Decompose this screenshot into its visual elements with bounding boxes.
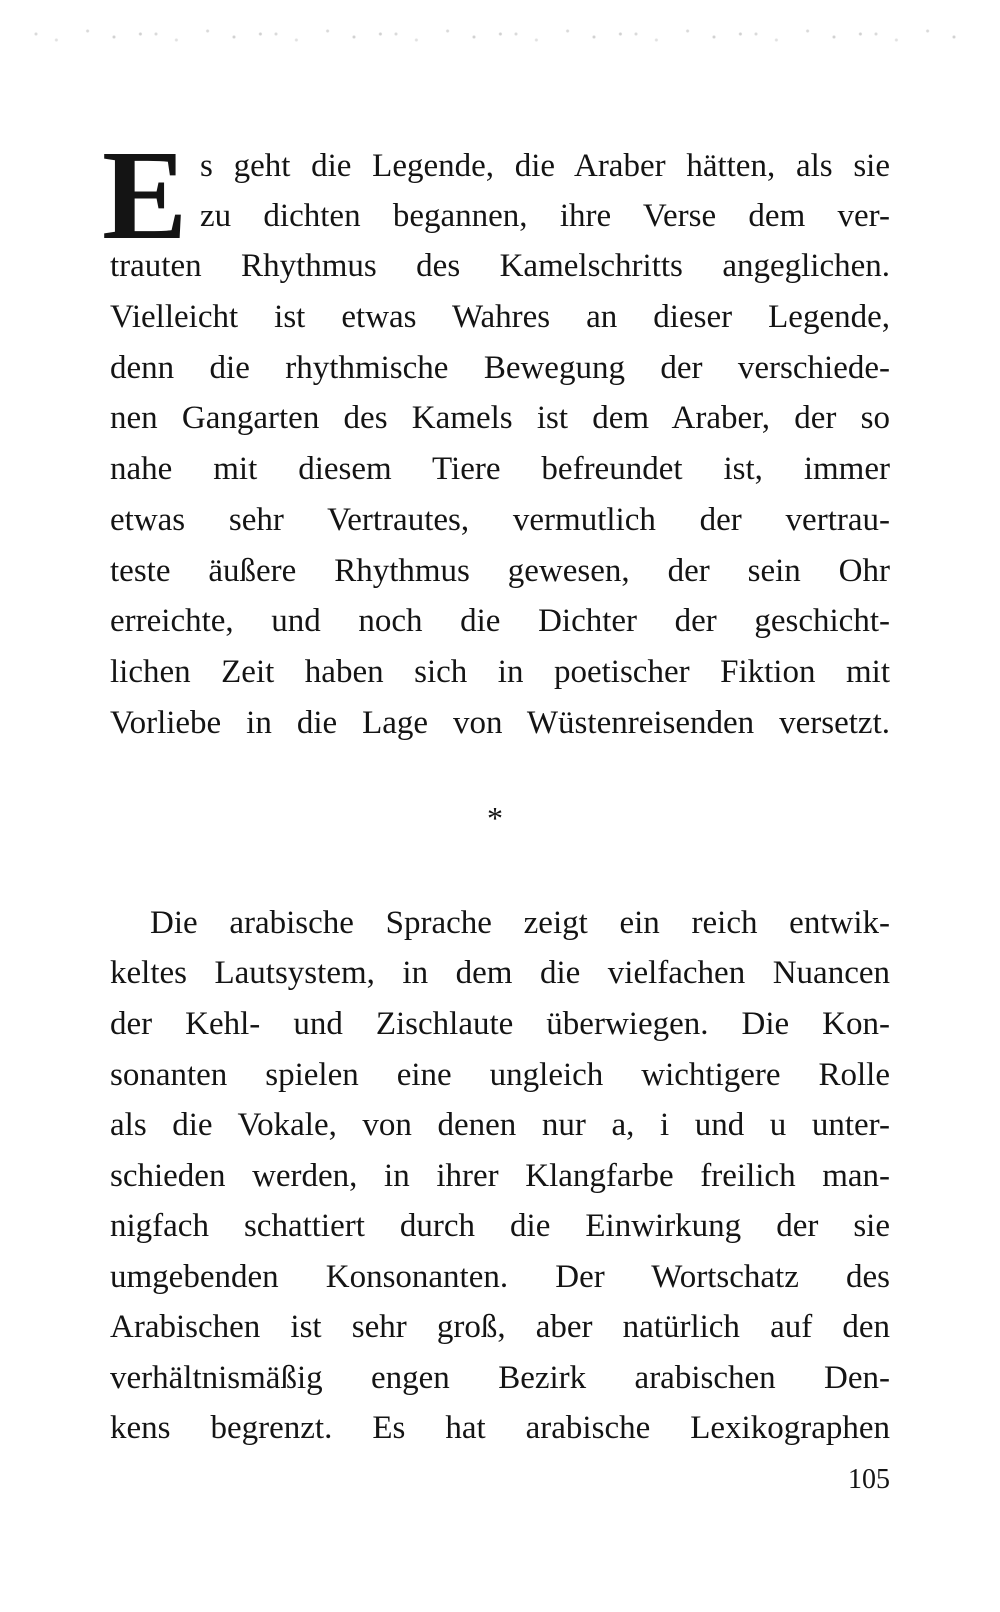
text-line: verhältnismäßig engen Bezirk arabischen Den-: [110, 1360, 890, 1396]
text-line: nen Gangarten des Kamels ist dem Araber, der so: [110, 400, 890, 436]
text-line: s geht die Legende, die Araber hätten, als sie: [200, 148, 890, 184]
text-line: zu dichten begannen, ihre Verse dem ver-: [200, 198, 890, 234]
text-line: Arabischen ist sehr groß, aber natürlich auf den: [110, 1309, 890, 1345]
page-number: 105: [848, 1464, 890, 1495]
text-line: Die arabische Sprache zeigt ein reich entwik-: [150, 905, 890, 941]
drop-cap: E: [102, 140, 188, 250]
text-line: nahe mit diesem Tiere befreundet ist, immer: [110, 451, 890, 487]
text-line: lichen Zeit haben sich in poetischer Fiktion mit: [110, 654, 890, 690]
text-line: etwas sehr Vertrautes, vermutlich der vertrau-: [110, 502, 890, 538]
text-line: als die Vokale, von denen nur a, i und u unter-: [110, 1107, 890, 1143]
text-line: erreichte, und noch die Dichter der geschicht-: [110, 603, 890, 639]
text-line: sonanten spielen eine ungleich wichtigere Rolle: [110, 1057, 890, 1093]
text-line: keltes Lautsystem, in dem die vielfachen Nuancen: [110, 955, 890, 991]
text-line: denn die rhythmische Bewegung der verschiede-: [110, 350, 890, 386]
section-separator: *: [487, 800, 503, 836]
scan-noise: [30, 22, 970, 52]
text-line: nigfach schattiert durch die Einwirkung der sie: [110, 1208, 890, 1244]
text-line: teste äußere Rhythmus gewesen, der sein Ohr: [110, 553, 890, 589]
text-line: Vielleicht ist etwas Wahres an dieser Legende,: [110, 299, 890, 335]
text-line: kens begrenzt. Es hat arabische Lexikographen: [110, 1410, 890, 1446]
text-line: trauten Rhythmus des Kamelschritts angeglichen.: [110, 248, 890, 284]
text-line: schieden werden, in ihrer Klangfarbe freilich man-: [110, 1158, 890, 1194]
text-line: umgebenden Konsonanten. Der Wortschatz des: [110, 1259, 890, 1295]
text-line: Vorliebe in die Lage von Wüstenreisenden versetzt.: [110, 705, 890, 741]
text-line: der Kehl- und Zischlaute überwiegen. Die Kon-: [110, 1006, 890, 1042]
